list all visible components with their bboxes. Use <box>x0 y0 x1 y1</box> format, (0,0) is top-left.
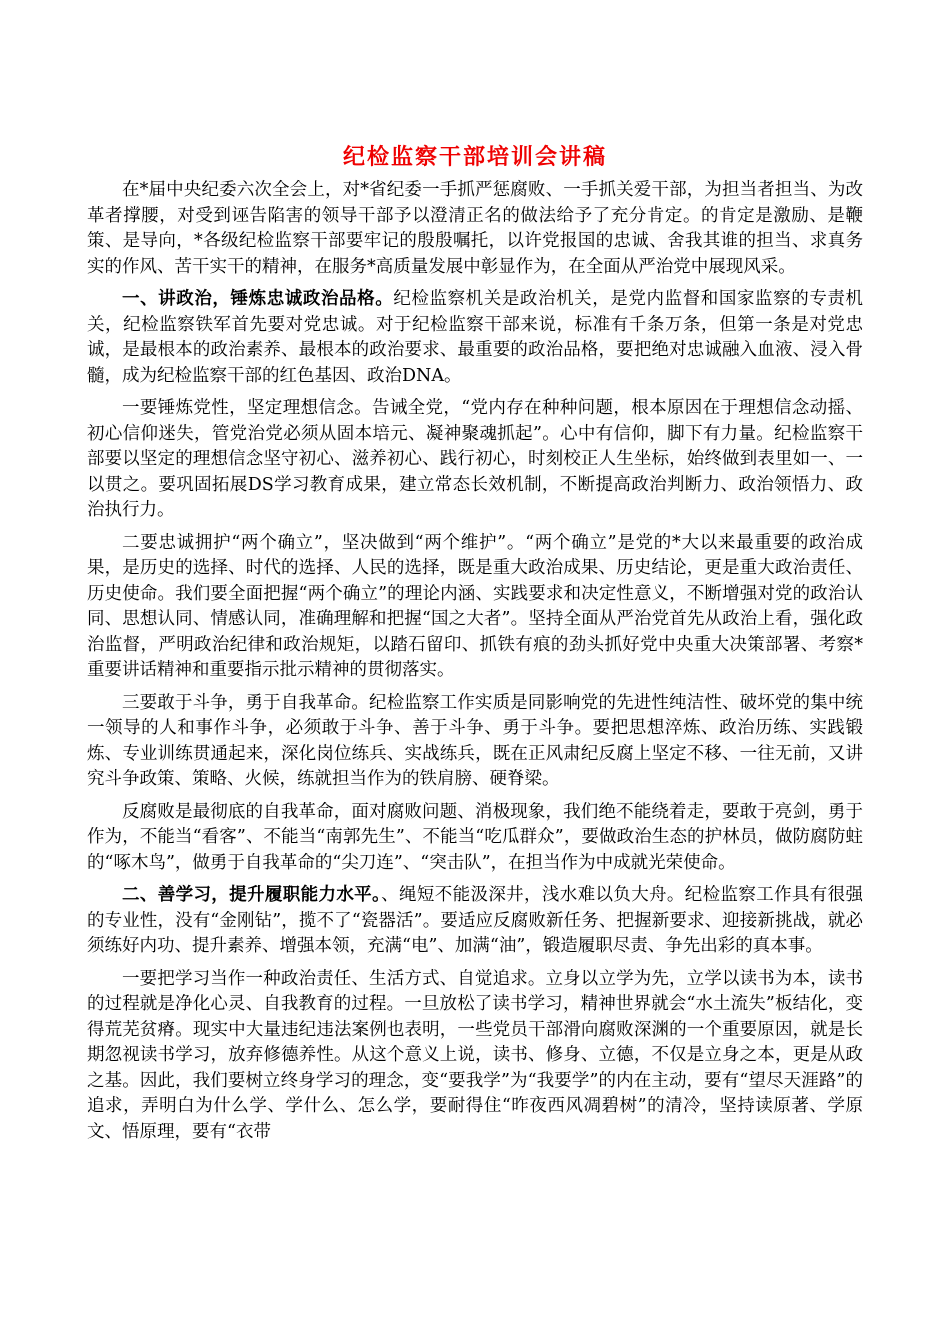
paragraph <box>87 691 863 793</box>
paragraph <box>87 883 863 960</box>
paragraph-text: 在*届中央纪委六次全会上，对*省纪委一手抓严惩腐败、一手抓关爱干部，为担当者担当、为改革者撑腰，对受到诬告陷害的领导干部予以澄清正名的做法给予了充分肯定。的肯定是激励、是鞭策、是导向，*各级纪检监察干部要牢记的殷殷嘱托，以许党报国的忠诚、舍我其谁的担当、求真务实的作风、苦干实干的精神，在服务*高质量发展中彰显作为，在全面从严治党中展现风采。 <box>87 180 863 277</box>
paragraph <box>87 800 863 877</box>
paragraph <box>87 396 863 524</box>
paragraph-text: 、绳短不能汲深井，浅水难以负大舟。纪检监察工作具有很强的专业性，没有“金刚钻”，揽不了“瓷器活”。要适应反腐败新任务、把握新要求、迎接新挑战，就必须练好内功、提升素养、增强本领，充满“电”、加满“油”，锻造履职尽责、争先出彩的真本事。 <box>87 885 864 956</box>
paragraph-text: 一要锤炼党性，坚定理想信念。告诫全党，“党内存在种种问题，根本原因在于理想信念动摇、初心信仰迷失，管党治党必须从固本培元、凝神聚魂抓起”。心中有信仰，脚下有力量。纪检监察干部要以坚定的理想信念坚守初心、滋养初心、践行初心，时刻校正人生坐标，始终做到表里如一、一以贯之。要巩固拓展DS学习教育成果，建立常态长效机制，不断提高政治判断力、政治领悟力、政治执行力。 <box>87 398 863 520</box>
paragraph-text: 一要把学习当作一种政治责任、生活方式、自觉追求。立身以立学为先，立学以读书为本，读书的过程就是净化心灵、自我教育的过程。一旦放松了读书学习，精神世界就会“水土流失”板结化，变得荒芜贫瘠。现实中大量违纪违法案例也表明，一些党员干部滑向腐败深渊的一个重要原因，就是长期忽视读书学习，放弃修德养性。从这个意义上说，读书、修身、立德，不仅是立身之本，更是从政之基。因此，我们要树立终身学习的理念，变“要我学”为“我要学”的内在主动，要有“望尽天涯路”的追求，弄明白为什么学、学什么、怎么学，要耐得住“昨夜西风凋碧树”的清冷，坚持读原著、学原文、悟原理，要有“衣带 <box>87 968 863 1142</box>
section-heading: 二、善学习，提升履职能力水平。 <box>122 885 382 905</box>
document-title: 纪检监察干部培训会讲稿 <box>342 144 607 170</box>
document-body <box>87 178 863 1152</box>
paragraph <box>87 178 863 280</box>
paragraph-text: 三要敢于斗争，勇于自我革命。纪检监察工作实质是同影响党的先进性纯洁性、破坏党的集中统一领导的人和事作斗争，必须敢于斗争、善于斗争、勇于斗争。要把思想淬炼、政治历练、实践锻炼、专业训练贯通起来，深化岗位练兵、实战练兵，既在正风肃纪反腐上坚定不移、一往无前，又讲究斗争政策、策略、火候，练就担当作为的铁肩膀、硬脊梁。 <box>87 692 863 789</box>
paragraph-text: 反腐败是最彻底的自我革命，面对腐败问题、消极现象，我们绝不能绕着走，要敢于亮剑，勇于作为，不能当“看客”、不能当“南郭先生”、不能当“吃瓜群众”，要做政治生态的护林员，做防腐防蛀的“啄木鸟”，做勇于自我革命的“尖刀连”、“突击队”，在担当作为中成就光荣使命。 <box>87 801 863 873</box>
paragraph <box>87 287 863 389</box>
paragraph <box>87 531 863 684</box>
paragraph <box>87 967 863 1146</box>
section-heading: 一、讲政治，锤炼忠诚政治品格。 <box>122 289 394 309</box>
paragraph-text: 二要忠诚拥护“两个确立”，坚决做到“两个维护”。“两个确立”是党的*大以来最重要的政治成果，是历史的选择、时代的选择、人民的选择，既是重大政治成果、历史结论，更是重大政治责任、历史使命。我们要全面把握“两个确立”的理论内涵、实践要求和决定性意义，不断增强对党的政治认同、思想认同、情感认同，准确理解和把握“国之大者”。坚持全面从严治党首先从政治上看，强化政治监督，严明政治纪律和政治规矩，以踏石留印、抓铁有痕的劲头抓好党中央重大决策部署、考察*重要讲话精神和重要指示批示精神的贯彻落实。 <box>87 532 863 680</box>
paragraph-text: 纪检监察机关是政治机关，是党内监督和国家监察的专责机关，纪检监察铁军首先要对党忠诚。对于纪检监察干部来说，标准有千条万条，但第一条是对党忠诚，是最根本的政治素养、最根本的政治要求、最重要的政治品格，要把绝对忠诚融入血液、浸入骨髓，成为纪检监察干部的红色基因、政治DNA。 <box>87 289 863 386</box>
